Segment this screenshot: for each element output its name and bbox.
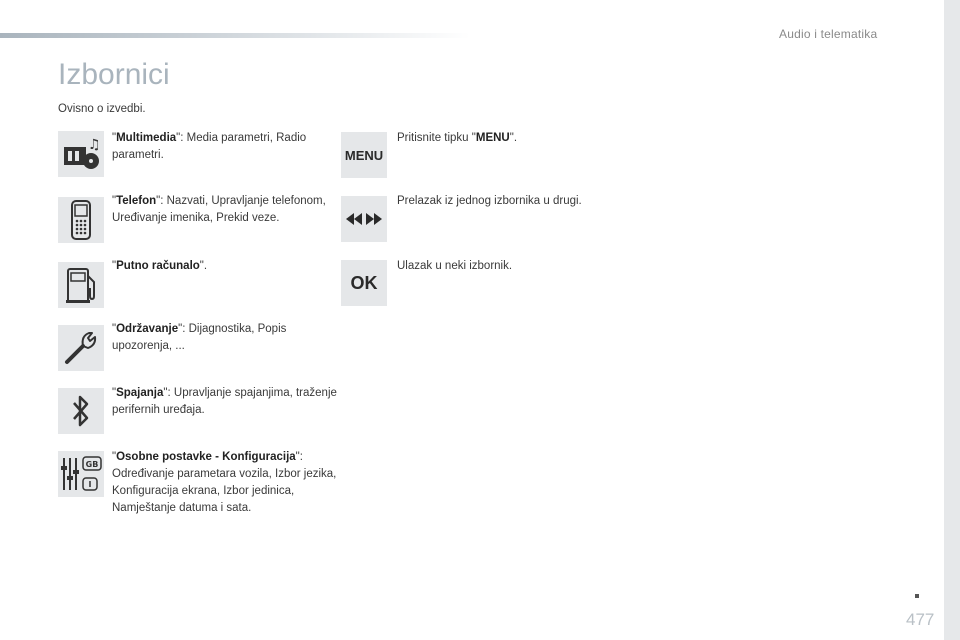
multimedia-icon <box>58 131 104 177</box>
fuel-pump-icon <box>58 262 104 308</box>
page-marker <box>915 594 919 598</box>
page-title: Izbornici <box>58 58 170 91</box>
settings-sliders-icon <box>58 451 104 497</box>
page-edge-strip <box>944 0 960 640</box>
menu-key-desc: Pritisnite tipku "MENU". <box>397 132 518 144</box>
page-number: 477 <box>906 610 935 629</box>
svg-text:♫: ♫ <box>88 137 101 153</box>
skip-arrows-desc: Prelazak iz jednog izbornika u drugi. <box>397 195 582 207</box>
menu-putno-racunalo-desc: "Putno računalo". <box>112 260 208 272</box>
header-bar <box>0 33 470 38</box>
bluetooth-icon <box>58 388 104 434</box>
skip-arrows-icon <box>341 196 387 242</box>
i-label: I <box>88 480 92 489</box>
wrench-icon <box>58 325 104 371</box>
phone-icon <box>58 197 104 243</box>
subtitle: Ovisno o izvedbi. <box>58 103 146 115</box>
menu-key-icon: MENU <box>341 132 387 178</box>
section-title: Audio i telematika <box>779 27 878 41</box>
menu-multimedia-desc: "Multimedia": Media parametri, Radio parametri. <box>112 132 307 161</box>
menu-odrzavanje-desc: "Održavanje": Dijagnostika, Popis upozorenja, ... <box>112 323 287 352</box>
menu-telefon-desc: "Telefon": Nazvati, Upravljanje telefonom, Uređivanje imenika, Prekid veze. <box>112 195 326 224</box>
menu-osobne-postavke-desc: "Osobne postavke - Konfiguracija": Određivanje parametara vozila, Izbor jezika, Konfiguracija ekrana, Izbor jedinica, Namještanje datuma i sata. <box>112 451 337 514</box>
ok-key-icon: OK <box>341 260 387 306</box>
ok-key-desc: Ulazak u neki izbornik. <box>397 260 513 272</box>
gb-label: GB <box>85 460 99 469</box>
menu-spajanja-desc: "Spajanja": Upravljanje spajanjima, traženje perifernih uređaja. <box>112 387 337 416</box>
